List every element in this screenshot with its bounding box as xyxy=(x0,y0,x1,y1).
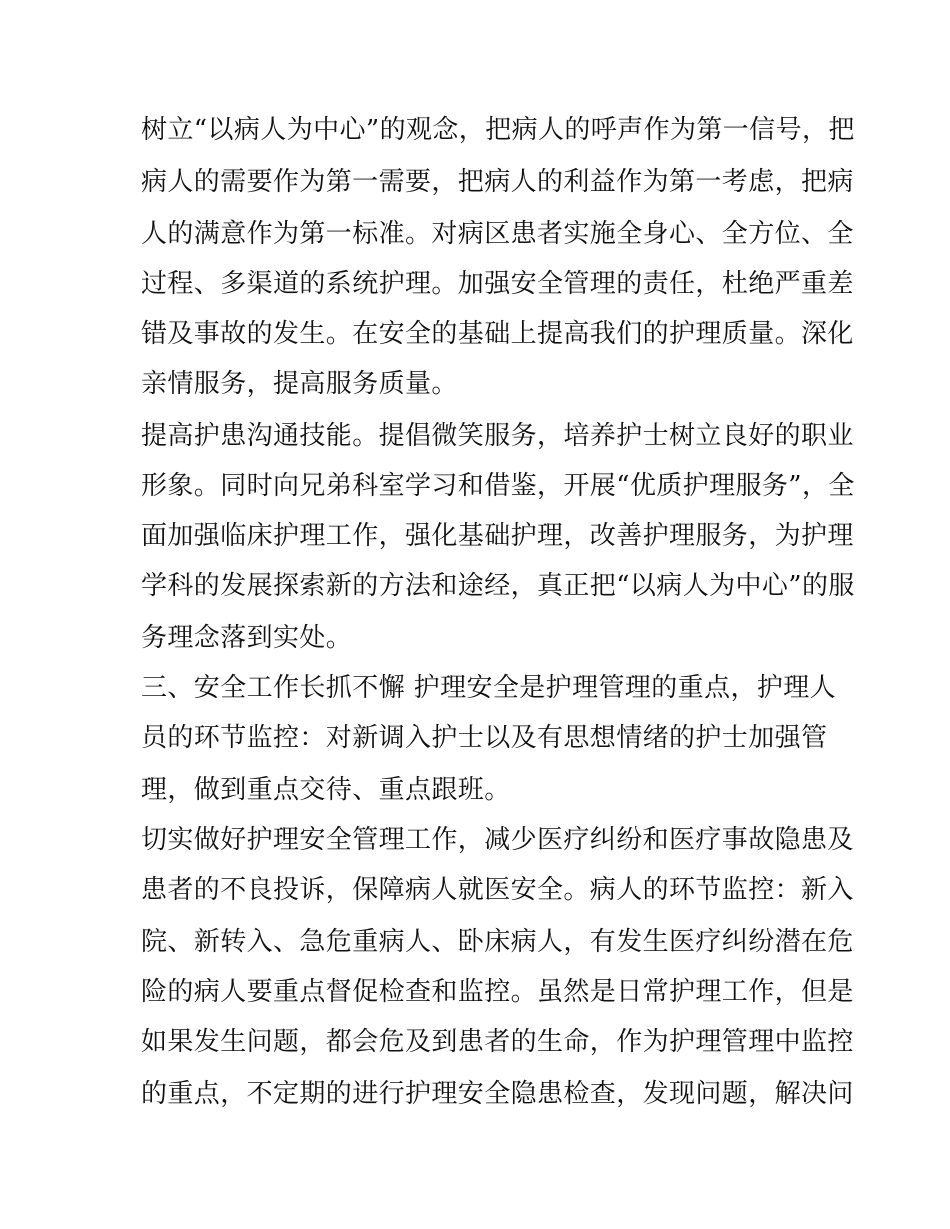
text-line: 员的环节监控：对新调入护士以及有思想情绪的护士加强管 xyxy=(141,723,828,753)
text-line: 险的病人要重点督促检查和监控。虽然是日常护理工作，但是 xyxy=(141,977,854,1007)
text-line: 理，做到重点交待、重点跟班。 xyxy=(141,775,511,805)
text-line: 院、新转入、急危重病人、卧床病人，有发生医疗纠纷潜在危 xyxy=(141,927,854,957)
text-line: 错及事故的发生。在安全的基础上提高我们的护理质量。深化 xyxy=(141,319,854,349)
text-line: 形象。同时向兄弟科室学习和借鉴，开展“优质护理服务”，全 xyxy=(141,471,855,501)
text-line: 病人的需要作为第一需要，把病人的利益作为第一考虑，把病 xyxy=(141,167,854,197)
text-line: 学科的发展探索新的方法和途经，真正把“以病人为中心”的服 xyxy=(141,571,855,601)
text-line: 面加强临床护理工作，强化基础护理，改善护理服务，为护理 xyxy=(141,521,854,551)
text-line: 务理念落到实处。 xyxy=(141,623,353,653)
text-line: 树立“以病人为中心”的观念，把病人的呼声作为第一信号，把 xyxy=(141,115,855,145)
text-line: 如果发生问题，都会危及到患者的生命，作为护理管理中监控 xyxy=(141,1027,854,1057)
text-line: 的重点，不定期的进行护理安全隐患检查，发现问题，解决问 xyxy=(141,1079,854,1109)
text-line: 亲情服务，提高服务质量。 xyxy=(141,369,458,399)
text-line: 切实做好护理安全管理工作，减少医疗纠纷和医疗事故隐患及 xyxy=(141,825,854,855)
text-line: 提高护患沟通技能。提倡微笑服务，培养护士树立良好的职业 xyxy=(141,421,854,451)
text-line: 患者的不良投诉，保障病人就医安全。病人的环节监控：新入 xyxy=(141,875,854,905)
text-line: 人的满意作为第一标准。对病区患者实施全身心、全方位、全 xyxy=(141,219,854,249)
text-line: 过程、多渠道的系统护理。加强安全管理的责任，杜绝严重差 xyxy=(141,269,854,299)
text-line: 三、安全工作长抓不懈 护理安全是护理管理的重点，护理人 xyxy=(141,673,837,703)
